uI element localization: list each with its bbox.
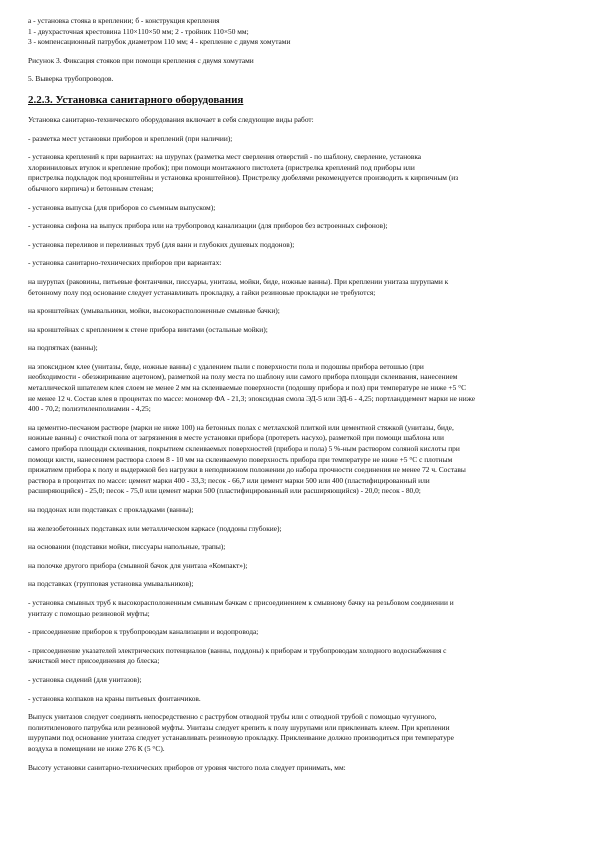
paragraph-line: бетонному полу под основание следует устанавливать прокладку, а гайки резиновые прокладки не требуются;	[28, 287, 376, 297]
step-five: 5. Выверка трубопроводов.	[28, 74, 114, 84]
height-paragraph: Высоту установки санитарно-технических приборов от уровня чистого пола следует принимать, мм:	[28, 762, 346, 772]
legend-line: а - установка стояка в креплении; б - конструкция крепления	[28, 16, 220, 25]
paragraph-line: зачисткой мест присоединения до блеска;	[28, 656, 160, 666]
paragraph-line: - установка креплений к при вариантах: на шурупах (разметка мест сверления отверстий - по шаблону, сверление, установка	[28, 152, 422, 162]
variant-brackets-clamp: на кронштейнах с креплением к стене прибора винтами (остальные мойки);	[28, 324, 268, 334]
variant-shelf: на полочке другого прибора (смывной бачок для унитаза «Компакт»);	[28, 560, 248, 570]
paragraph-line: хлорвиниловых втулок и крепление пробок); при помощи монтажного пистолета (пристрелка креплений под приборы или	[28, 162, 415, 172]
paragraph-line: на эпоксидном клее (унитазы, биде, ножные ванны) с удалением пыли с поверхности пола и подошвы прибора ветошью (при	[28, 361, 424, 371]
variant-cement	[28, 423, 561, 497]
paragraph-line: шурупами под основание унитаза следует устанавливать резиновую прокладку. Приклеивание должно производиться при температуре	[28, 733, 454, 743]
paragraph-line: металлической шпателем клея слоем не менее 2 мм на склеиваемые поверхности (подошву прибора и пол) при температуре не ниже +5 °С	[28, 383, 466, 393]
list-item-overflow: - установка переливов и переливных труб (для ванн и глубоких душевых поддонов);	[28, 239, 295, 249]
list-item-siphon: - установка сифона на выпуск прибора или на трубопровод канализации (для приборов без встроенных сифонов);	[28, 221, 388, 231]
section-heading: 2.2.3. Установка санитарного оборудования	[28, 93, 244, 106]
variant-brackets: на кронштейнах (умывальники, мойки, высокорасположенные смывные бачки);	[28, 306, 280, 316]
paragraph-line: полиэтиленового патрубка или резиновой муфты. Унитазы следует крепить к полу шурупами или приклеивать клеем. При креплении	[28, 722, 450, 732]
paragraph-line: - присоединение указателей электрических потенциалов (ванны, поддоны) к приборам и трубопроводам холодного водоснабжения с	[28, 645, 447, 655]
paragraph-line: прижатием прибора к полу и выдержкой без нагрузки в неподвижном положении до набора прочности соединения не менее 72 ч. Составы	[28, 465, 466, 475]
paragraph-line: не менее 12 ч. Состав клея в процентах по массе: мономер ФА - 21,3; эпоксидная смола ЭД-5 или ЭД-6 - 4,25; портландцемент марки не ниже	[28, 393, 475, 403]
list-item-fixtures: - установка санитарно-технических приборов при вариантах:	[28, 258, 222, 268]
variant-rc-frames: на железобетонных подставках или металлическом каркасе (поддоны глубокие);	[28, 523, 282, 533]
list-item-fountain-caps: - установка колпаков на краны питьевых фонтанчиков.	[28, 693, 201, 703]
list-item-seats: - установка сидений (для унитазов);	[28, 674, 142, 684]
paragraph-line: раствора в процентах по массе: цемент марки 400 - 33,3; песок - 66,7 или цемент марки 500 или 400 (пластифицированный или	[28, 475, 430, 485]
paragraph-line: 400 - 70,2; полиэтиленполиамин - 4,25;	[28, 404, 151, 414]
list-item-outlet: - установка выпуска (для приборов со съемным выпуском);	[28, 202, 216, 212]
paragraph-line: помощи кисти, нанесением раствора слоем 8 - 10 мм на склеиваемую поверхность прибора при температуре не ниже +5 °С с плотным	[28, 454, 453, 464]
variant-bases: на основании (подставки мойки, писсуары напольные, трапы);	[28, 542, 226, 552]
variant-screws	[28, 277, 561, 298]
paragraph-line: ножные ванны) с очисткой пола от загрязнения в месте установки прибора (протереть насухо), разметкой при помощи шаблона или	[28, 433, 444, 443]
paragraph-line: на шурупах (раковины, питьевые фонтанчики, писсуары, унитазы, мойки, биде, ножные ванны). При креплении унитаза шурупами к	[28, 276, 449, 286]
variant-pedestals: на подпятках (ванны);	[28, 343, 98, 353]
legend-line: 1 - двухрасточная крестовина 110×110×50 мм; 2 - тройник 110×50 мм;	[28, 26, 249, 36]
list-item-connection: - присоединение приборов к трубопроводам канализации и водопровода;	[28, 627, 259, 637]
paragraph-line: унитазу с помощью резиновой муфты;	[28, 608, 150, 618]
list-item-flush-pipes	[28, 598, 561, 619]
figure-caption: Рисунок 3. Фиксация стояков при помощи крепления с двумя хомутами	[28, 55, 254, 65]
intro-paragraph: Установка санитарно-технического оборудования включает в себя следующие виды работ:	[28, 114, 314, 124]
paragraph-line: пристрелка подкладок под кронштейны и установка кронштейнов). Пристрелку дюбелями рекомендуется производить к кирпичным (из	[28, 173, 459, 183]
figure-legend	[28, 16, 561, 48]
legend-line: 3 - компенсационный патрубок диаметром 110 мм; 4 - крепление с двумя хомутами	[28, 37, 291, 47]
paragraph-line: - установка смывных труб к высокорасположенным смывным бачкам с присоединением к смывному бачку на резьбовом соединении и	[28, 597, 454, 607]
variant-epoxy	[28, 362, 561, 415]
paragraph-line: самого прибора площади склеивания, покрытием склеиваемых поверхностей (прибора и пола) 5 %-ным раствором соляной кислоты при	[28, 444, 460, 454]
paragraph-line: обычного кирпича) и бетонным стенам;	[28, 183, 154, 193]
paragraph-line: на цементно-песчаном растворе (марки не ниже 100) на бетонных полах с метлахской плиткой или цементной стяжкой (унитазы, биде,	[28, 422, 454, 432]
variant-trays: на поддонах или подставках с прокладками (ванны);	[28, 505, 194, 514]
list-item-fasteners	[28, 152, 561, 194]
paragraph-line: расширяющийся) - 25,0; песок - 75,0 или цемент марки 500 (пластифицированный или расширяющийся) - 20,0; песок - 80,0;	[28, 486, 421, 496]
list-item-marking: - разметка мест установки приборов и креплений (при наличии);	[28, 133, 233, 143]
variant-supports: на подставках (групповая установка умывальников);	[28, 579, 194, 589]
closing-paragraph	[28, 712, 561, 754]
paragraph-line: воздуха в помещении не ниже 276 К (5 °С).	[28, 743, 165, 753]
list-item-heaters	[28, 646, 561, 667]
paragraph-line: необходимости - обезжиривание ацетоном), разметкой на полу места по шаблону или самого прибора площади склеивания, нанесением	[28, 372, 458, 382]
paragraph-line: Выпуск унитазов следует соединять непосредственно с раструбом отводной трубы или с отводной трубой с помощью чугунного,	[28, 712, 437, 722]
